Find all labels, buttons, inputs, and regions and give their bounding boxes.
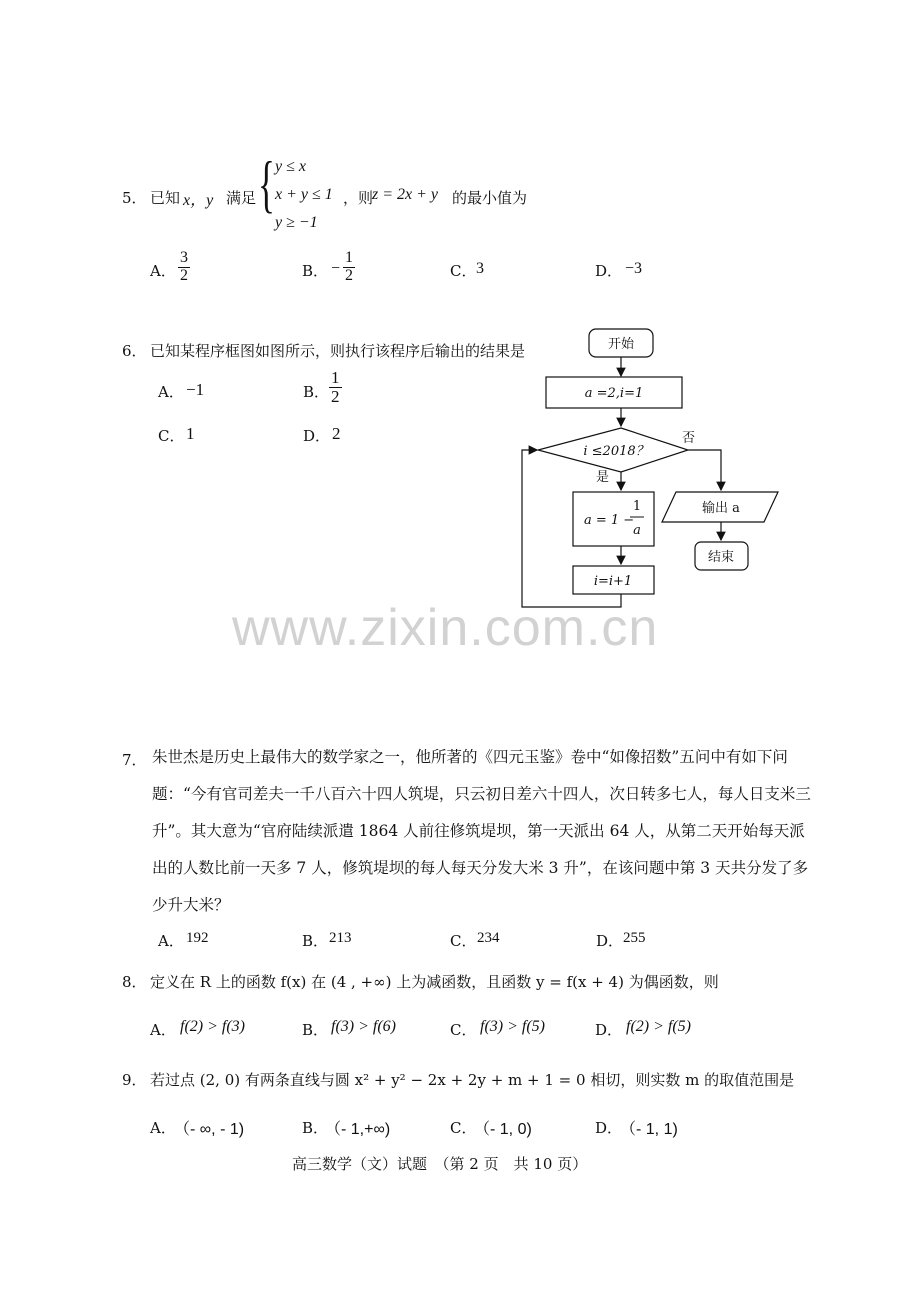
q8-option-d-label: D． [595, 1021, 623, 1039]
q7-option-a-label: A． [158, 932, 184, 950]
q5-option-b-fraction [343, 250, 355, 285]
q5-prefix: 已知 [150, 189, 181, 207]
q9-text: 若过点 (2, 0) 有两条直线与圆 x² + y² − 2x + 2y + m + 1 = 0 相切，则实数 m 的取值范围是 [150, 1071, 795, 1089]
q5-expr: z = 2x + y [372, 186, 439, 203]
q8-option-c-label: C． [450, 1021, 477, 1039]
flow-increment-text: i=i+1 [593, 574, 633, 589]
q7-option-d-label: D． [596, 932, 624, 950]
q6-option-c-value: 1 [186, 424, 195, 443]
q7-option-b-value: 213 [329, 930, 352, 946]
q6-text: 已知某程序框图如图所示，则执行该程序后输出的结果是 [150, 342, 526, 360]
q5-suffix: 的最小值为 [452, 189, 528, 207]
flow-output-text: 输出 a [702, 501, 740, 516]
q5-option-c-label: C． [450, 262, 477, 280]
q6-option-b-label: B． [303, 383, 330, 401]
q7-option-c-label: C． [450, 932, 477, 950]
q9-option-a-label: A． [150, 1119, 176, 1137]
q5-option-b-den: 2 [345, 266, 353, 284]
q5-option-b-sign: − [331, 260, 341, 277]
q8-option-c-value: f(3) > f(5) [480, 1018, 545, 1035]
q5-number: 5． [122, 189, 147, 207]
q5-option-a-num: 3 [180, 249, 188, 266]
q7-number: 7． [122, 751, 147, 769]
q6-number: 6． [122, 342, 147, 360]
q7-option-b-label: B． [302, 932, 329, 950]
flow-no-label: 否 [682, 431, 696, 446]
q7-option-a-value: 192 [186, 930, 209, 946]
q5-option-a-fraction [178, 250, 190, 285]
flow-assign-num: 1 [632, 499, 642, 514]
q5-option-b-label: B． [302, 262, 329, 280]
q7-option-d-value: 255 [623, 930, 646, 946]
flow-end-text: 结束 [707, 550, 735, 565]
q5-satisfy: 满足 [226, 189, 257, 207]
q5-system-line-1: y ≤ x [275, 158, 306, 175]
q8-number: 8． [122, 973, 147, 991]
q6-option-b-num: 1 [331, 368, 340, 387]
flow-condition-text: i ≤2018？ [583, 444, 649, 459]
q9-option-c-value: （- 1, 0) [474, 1121, 532, 1138]
q7-text: 朱世杰是历史上最伟大的数学家之一，他所著的《四元玉鉴》卷中“如像招数”五问中有如下问题：“今有官司差夫一千八百六十四人筑堤，只云初日差六十四人，次日转多七人，每人日支米三升”。其大意为“官府陆续派遣 1864 人前往修筑堤坝，第一天派出 64 人，从第二天开始每天派出的人数比前一天多 7 人，修筑堤坝的每人每天分发大米 3 升”，在该问题中第 3 天共分发了多少升大米？ [152, 748, 811, 914]
q5-option-a-den: 2 [180, 266, 188, 284]
q6-option-d-label: D． [303, 427, 331, 445]
flow-yes-label: 是 [596, 470, 610, 485]
q5-vars: x，y [183, 192, 214, 209]
q5-option-b-num: 1 [345, 249, 353, 266]
flow-assign-den: a [633, 523, 641, 538]
q9-option-c-label: C． [450, 1119, 477, 1137]
q5-option-a-label: A． [150, 262, 176, 280]
q5-system-line-3: y ≥ −1 [275, 214, 318, 231]
q5-option-d-label: D． [595, 262, 623, 280]
flow-assign-text: a = 1 − [584, 513, 635, 528]
q8-option-d-value: f(2) > f(5) [626, 1018, 691, 1035]
q8-option-a-value: f(2) > f(3) [180, 1018, 245, 1035]
flow-start-text: 开始 [607, 337, 635, 352]
q8-option-b-value: f(3) > f(6) [331, 1018, 396, 1035]
q6-option-a-value: −1 [186, 380, 205, 399]
page-footer: 高三数学（文）试题 （第 2 页 共 10 页） [292, 1155, 588, 1173]
flow-init-text: a =2,i=1 [584, 386, 644, 401]
q5-then: ，则 [343, 189, 374, 207]
q8-text: 定义在 R 上的函数 f(x) 在 (4 , +∞) 上为减函数，且函数 y = f(x + 4) 为偶函数，则 [150, 973, 719, 991]
q7-option-c-value: 234 [477, 930, 500, 946]
q9-option-a-value: （- ∞, - 1) [174, 1121, 245, 1138]
q6-flowchart [510, 320, 800, 620]
q5-system-line-2: x + y ≤ 1 [275, 186, 333, 203]
q9-option-b-label: B． [302, 1119, 329, 1137]
q9-number: 9． [122, 1071, 147, 1089]
q5-option-c-value: 3 [476, 260, 484, 277]
watermark: www.zixin.com.cn [232, 599, 659, 657]
q6-option-b-den: 2 [331, 386, 340, 406]
q6-option-d-value: 2 [332, 424, 341, 443]
q5-option-d-value: −3 [625, 260, 643, 277]
q8-option-a-label: A． [150, 1021, 176, 1039]
q9-option-d-value: （- 1, 1) [620, 1121, 678, 1138]
q5-brace: { [258, 148, 275, 219]
q8-option-b-label: B． [302, 1021, 329, 1039]
flow-no-branch-line [688, 450, 721, 490]
q6-option-b-fraction [329, 369, 342, 406]
q9-option-d-label: D． [595, 1119, 623, 1137]
q9-option-b-value: （- 1,+∞) [325, 1121, 391, 1138]
q6-option-c-label: C． [158, 427, 185, 445]
q6-option-a-label: A． [158, 383, 184, 401]
